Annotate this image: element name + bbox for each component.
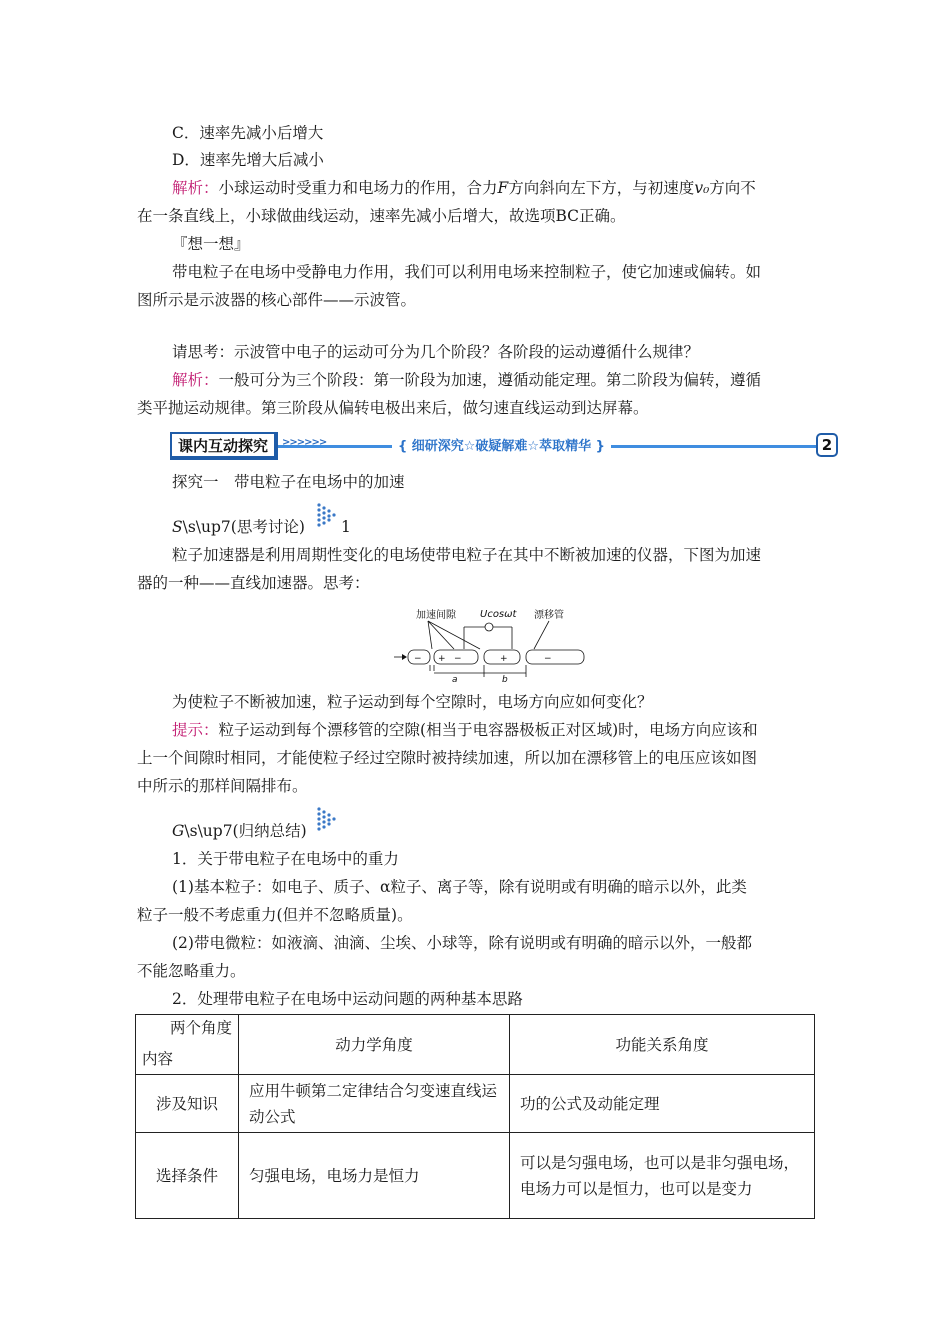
think-line-1: 带电粒子在电场中受静电力作用，我们可以利用电场来控制粒子，使它加速或偏转。如 [172, 263, 762, 281]
explore-heading: 探究一 带电粒子在电场中的加速 [172, 473, 405, 491]
svg-text:−: − [414, 654, 422, 664]
analysis2-line-1 [172, 370, 761, 390]
svg-text:−: − [544, 654, 552, 664]
analysis-text-a: 小球运动时受重力和电场力的作用，合力 [218, 179, 498, 197]
question-1: 为使粒子不断被加速，粒子运动到每个空隙时，电场方向应如何变化？ [172, 693, 653, 711]
hint-label: 提示： [172, 721, 219, 739]
banner-tagline-text: 细研深究☆破疑解难☆萃取精华 [411, 439, 592, 454]
row-label: 涉及知识 [136, 1075, 239, 1133]
summary-letter: G [172, 822, 185, 840]
corner-top: 两个角度 [169, 1019, 232, 1037]
svg-text:+: + [500, 654, 508, 664]
analysis-line-2: 在一条直线上，小球做曲线运动，速率先减小后增大，故选项BC正确。 [137, 207, 626, 225]
accelerator-line-2: 器的一种——直线加速器。思考： [137, 574, 370, 592]
table-header-dynamics: 动力学角度 [239, 1015, 510, 1075]
summary-1b-line-2: 不能忽略重力。 [137, 962, 246, 980]
analysis-line-1 [172, 178, 756, 198]
force-symbol: F [497, 179, 509, 197]
velocity-symbol: v₀ [694, 179, 710, 197]
table-row [136, 1133, 815, 1219]
analysis2-line-2: 类平抛运动规律。第三阶段从偏转电极出来后，做匀速直线运动到达屏幕。 [137, 399, 649, 417]
analysis2-label: 解析： [172, 371, 219, 389]
accelerator-line-1: 粒子加速器是利用周期性变化的电场使带电粒子在其中不断被加速的仪器，下图为加速 [172, 546, 762, 564]
banner-arrows: >>>>>> [282, 437, 327, 448]
discussion-number: 1 [341, 518, 351, 536]
option-c: C．速率先减小后增大 [172, 124, 324, 142]
b-label: b [502, 675, 508, 683]
banner-tagline: { 细研深究☆破疑解难☆萃取精华 } [392, 435, 611, 454]
summary-1a-line-1: (1)基本粒子：如电子、质子、α粒子、离子等，除有说明或有明确的暗示以外，此类 [172, 878, 747, 896]
hint-line-3: 中所示的那样间隔排布。 [137, 777, 308, 795]
hint-line-1 [172, 720, 758, 740]
linear-accelerator-figure [394, 603, 590, 683]
row-dynamics: 匀强电场，电场力是恒力 [239, 1133, 510, 1219]
summary-2: 2．处理带电粒子在电场中运动问题的两种基本思路 [172, 990, 523, 1008]
row-dynamics: 应用牛顿第二定律结合匀变速直线运动公式 [239, 1075, 510, 1133]
a-label: a [452, 675, 458, 683]
discussion-letter: S [172, 518, 183, 536]
row-energy: 功的公式及动能定理 [510, 1075, 815, 1133]
svg-text:−: − [454, 654, 462, 664]
banner-title: 课内互动探究 [170, 432, 278, 460]
section-banner [170, 432, 838, 462]
table-header-energy: 功能关系角度 [510, 1015, 815, 1075]
corner-bottom: 内容 [142, 1050, 174, 1068]
summary-1b-line-1: (2)带电微粒：如液滴、油滴、尘埃、小球等，除有说明或有明确的暗示以外，一般都 [172, 934, 752, 952]
question-text: 请思考：示波管中电子的运动可分为几个阶段？各阶段的运动遵循什么规律？ [172, 343, 700, 361]
table-header-row [136, 1015, 815, 1075]
voltage-label: Ucosωt [480, 609, 517, 620]
summary-1a-line-2: 粒子一般不考虑重力(但并不忽略质量)。 [137, 906, 413, 924]
hint-line-2: 上一个间隙时相同，才能使粒子经过空隙时被持续加速，所以加在漂移管上的电压应该如图 [137, 749, 758, 767]
comparison-table [135, 1014, 815, 1219]
row-energy: 可以是匀强电场，也可以是非匀强电场，电场力可以是恒力，也可以是变力 [510, 1133, 815, 1219]
gap-label: 加速间隙 [416, 610, 456, 621]
svg-text:+: + [438, 654, 446, 664]
summary-1: 1．关于带电粒子在电场中的重力 [172, 850, 399, 868]
banner-number: 2 [816, 433, 838, 457]
drift-tube-label: 漂移管 [534, 610, 564, 621]
table-row [136, 1075, 815, 1133]
summary-label [172, 821, 307, 841]
summary-field: \s\up7(归纳总结) [184, 822, 307, 840]
analysis-text-c: 方向不 [709, 179, 756, 197]
hint-text: 粒子运动到每个漂移管的空隙(相当于电容器极板正对区域)时，电场方向应该和 [218, 721, 758, 739]
think-line-2: 图所示是示波器的核心部件——示波管。 [137, 291, 417, 309]
table-corner-cell [136, 1015, 239, 1075]
triangle-dots-icon [316, 502, 338, 528]
option-d: D．速率先增大后减小 [172, 151, 324, 169]
analysis2-text: 一般可分为三个阶段：第一阶段为加速，遵循动能定理。第二阶段为偏转，遵循 [218, 371, 762, 389]
discussion-label [172, 517, 305, 537]
discussion-field: \s\up7(思考讨论) [182, 518, 305, 536]
analysis-text-b: 方向斜向左下方，与初速度 [508, 179, 695, 197]
triangle-dots-icon [316, 806, 338, 832]
think-title: 『想一想』 [172, 235, 250, 253]
analysis-label: 解析： [172, 179, 219, 197]
row-label: 选择条件 [136, 1133, 239, 1219]
